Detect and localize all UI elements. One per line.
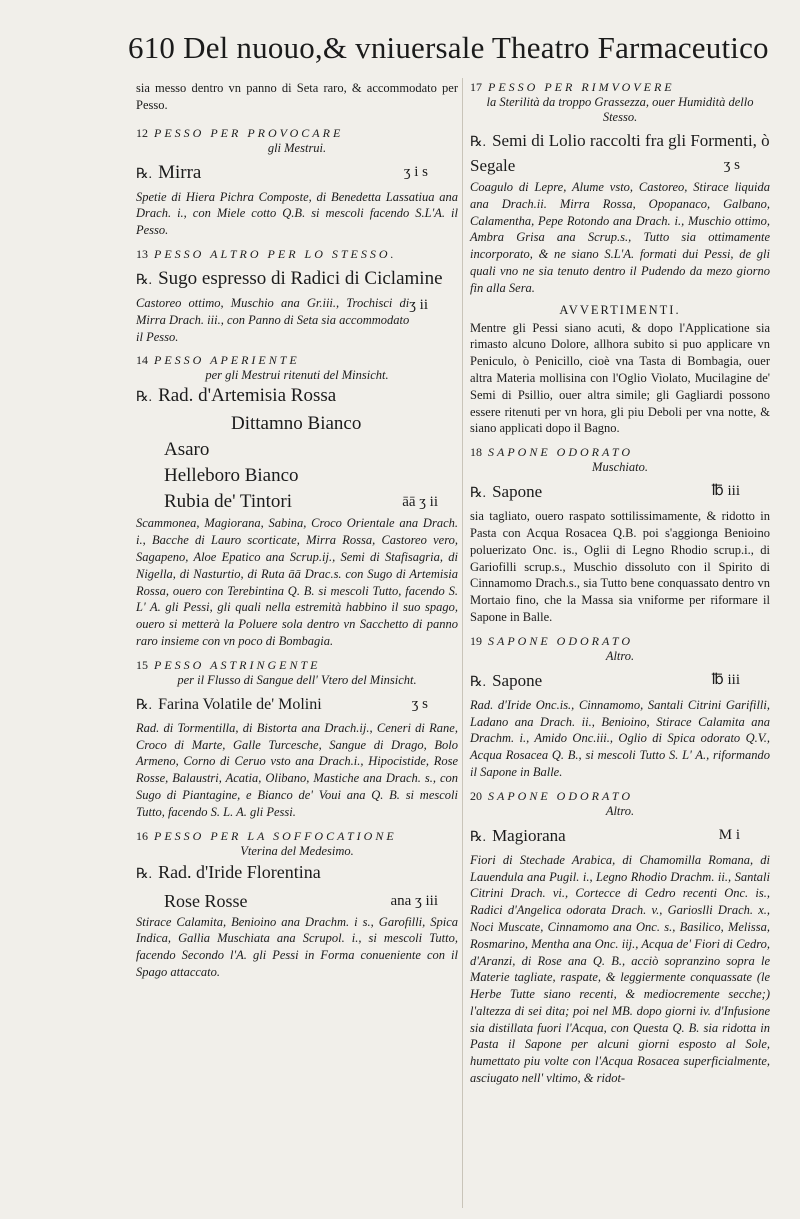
recipe-subtitle: gli Mestrui. bbox=[267, 140, 327, 155]
recipe-20-main bbox=[470, 823, 770, 850]
recipe-16-ingredients: ℞. Rad. d'Iride Florentina Rose Rosse ana ʒ iii bbox=[136, 859, 458, 914]
recipe-title: PESSO ASTRINGENTE bbox=[154, 657, 321, 672]
main-ingredient: Magiorana bbox=[492, 825, 566, 845]
recipe-symbol: ℞. bbox=[136, 166, 153, 182]
page-number: 610 bbox=[128, 30, 176, 65]
recipe-number: 17 bbox=[470, 80, 482, 94]
main-ingredient: Farina Volatile de' Molini bbox=[158, 695, 322, 713]
recipe-title: SAPONE ODORATO bbox=[488, 633, 633, 648]
quantity: āā ʒ ii bbox=[402, 494, 438, 511]
recipe-symbol: ℞. bbox=[470, 674, 487, 690]
recipe-12-heading bbox=[136, 126, 458, 156]
recipe-number: 15 bbox=[136, 657, 148, 672]
recipe-symbol: ℞. bbox=[470, 829, 487, 845]
quantity: ʒ s bbox=[723, 157, 740, 173]
recipe-20-text: Fiori di Stechade Arabica, di Chamomilla Romana, di Lauendula ana Pugil. i., Legno Rhodio Drachm. ii., Santali Citrini Drach. vi., Cortecce di Cedro recenti Onc. is., Radici d'Angelica odorata Drach. v., Garioslli Drach. x., Noci Muscate, Cinnamomo ana Onc. s., Basilico, Melissa, Rosmarino, Mentha ana Onc. iij., Acqua de' Fiori di Cedro, d'Aranzi, di Rose ana Q. B., acciò sopranzino sopra le Materie tagliate, raspate, & leggiermente conquassate (le Herbe Tutte siano recenti, & mediocremente secche;) l'altezza di sei dita; poi nel MB. dopo giorni iv. d'Infusione sia distillata fuori l'Acqua, con Questa Q. B. sia ridotta in Pasta il Sapone per alcuni giorni esposto al Sole, humettato piu volte con l'Acqua Rosacea superficialmente, asciugato nell' vltimo, & ridot- bbox=[470, 852, 770, 1086]
ingredient: Asaro bbox=[164, 439, 210, 461]
recipe-18-text: sia tagliato, ouero raspato sottilissimamente, & ridotto in Pasta con Acqua Rosacea Q.B. poi s'aggionga Benioino poluerizato Onc. is., Oglii di Legno Rhodio scrup.i., di Gariofilli scrup.s., Muschio dissoluto con il Spirito di Cinnamomo Drach.s., sia Tutto bene conquassato dentro vn Mortaio fino, che la Massa sia vniforme per riformare il Sapone in Balle. bbox=[470, 509, 770, 624]
recipe-symbol: ℞. bbox=[136, 272, 153, 288]
recipe-subtitle: Altro. bbox=[605, 648, 635, 663]
avvertimenti-title: AVVERTIMENTI. bbox=[559, 302, 681, 317]
recipe-title: PESSO APERIENTE bbox=[154, 353, 300, 368]
main-ingredient: Semi di Lolio raccolti fra gli Formenti, ò Segale bbox=[470, 131, 770, 175]
left-column bbox=[136, 80, 458, 981]
recipe-16-heading bbox=[136, 829, 458, 859]
recipe-number: 16 bbox=[136, 828, 148, 843]
quantity: ana ʒ iii bbox=[390, 892, 438, 909]
recipe-13-text: Castoreo ottimo, Muschio ana Gr.iii., Trochisci di Mirra Drach. iii., con Panno di Seta sia accommodato il Pesso. bbox=[136, 295, 410, 344]
recipe-symbol: ℞. bbox=[136, 697, 153, 713]
recipe-title: PESSO PER LA SOFFOCATIONE bbox=[154, 828, 397, 843]
recipe-subtitle: la Sterilità da troppo Grassezza, ouer Humidità dello Stesso. bbox=[486, 95, 754, 124]
recipe-20-heading bbox=[470, 789, 770, 819]
recipe-number: 20 bbox=[470, 788, 482, 803]
recipe-number: 12 bbox=[136, 125, 148, 140]
recipe-number: 14 bbox=[136, 353, 148, 368]
recipe-17-heading bbox=[470, 80, 770, 125]
ingredient: Helleboro Bianco bbox=[164, 465, 299, 487]
recipe-title: PESSO PER PROVOCARE bbox=[154, 125, 344, 140]
recipe-18-heading bbox=[470, 445, 770, 475]
column-divider bbox=[462, 78, 463, 1208]
ingredient: Rad. d'Iride Florentina bbox=[158, 861, 321, 882]
recipe-17-main bbox=[470, 129, 770, 177]
recipe-12-text: Spetie di Hiera Pichra Composte, di Benedetta Lassatiua ana Drach. i., con Miele cotto Q.B. si mescoli facendo S.L'A. il Pesso. bbox=[136, 189, 458, 238]
running-title: Del nuouo,& vniuersale Theatro Farmaceutico bbox=[183, 30, 769, 65]
quantity: M i bbox=[718, 826, 740, 843]
recipe-subtitle: Altro. bbox=[605, 803, 635, 818]
recipe-14-text: Scammonea, Magiorana, Sabina, Croco Orientale ana Drach. i., Bacche di Lauro scorticate, Mirra Rossa, Castoreo vero, Sagapeno, Aloe Epatico ana Scrup.ij., Semi di Stafisagria, di Nigella, di Nasturtio, di Ruta āā Drac.s. con Sugo di Artemisia Rossa, ouero con Terebintina Q. B. si mescoli Tutto, facendo S. L' A. gli Pessi, gli quali nella estremità habbino il suo spago, ouero si metterà la Poluere sola dentro vn Sacchetto di panno raro insieme con vn poco di Bombagia. bbox=[136, 516, 458, 648]
recipe-symbol: ℞. bbox=[470, 486, 487, 502]
intro-text: sia messo dentro vn panno di Seta raro, & accommodato per Pesso. bbox=[136, 81, 458, 112]
recipe-19-main bbox=[470, 668, 770, 695]
main-ingredient: Sugo espresso di Radici di Ciclamine bbox=[158, 267, 443, 289]
right-column bbox=[470, 80, 770, 1087]
recipe-subtitle: Muschiato. bbox=[592, 460, 648, 475]
main-ingredient: Sapone bbox=[492, 670, 543, 690]
recipe-title: SAPONE ODORATO bbox=[488, 445, 633, 460]
recipe-subtitle: per il Flusso di Sangue dell' Vtero del Minsicht. bbox=[177, 672, 417, 687]
recipe-19-heading bbox=[470, 634, 770, 664]
ingredient: Rad. d'Artemisia Rossa bbox=[158, 385, 337, 407]
recipe-13-heading bbox=[136, 247, 458, 262]
recipe-number: 19 bbox=[470, 633, 482, 648]
ingredient: Dittamno Bianco bbox=[231, 413, 362, 435]
avvertimenti-text: Mentre gli Pessi siano acuti, & dopo l'Applicatione sia rimasto alcuno Dolore, allhora subito si puo applicare vn Peniculo, ò Penicillo, cioè vna Tasta di Bombagia, ouer altra Materia mollisina con l'Oglio Violato, Mucilagine de' Semi di Psillio, ouer altra simile; gli Gagliardi possono essere ritenuti per vn hora, gli piu Deboli per vna notte, & siano applicati dopo il Bagno. bbox=[470, 320, 770, 436]
ingredient: Rubia de' Tintori bbox=[164, 491, 292, 513]
recipe-15-text: Rad. di Tormentilla, di Bistorta ana Drach.ij., Ceneri di Rane, Croco di Marte, Galle Turcesche, Sangue di Drago, Bolo Armeno, Corno di Ceruo vsto ana Drach.i., Hipocistide, Rose Rosse, Balaustri, Acatia, Olibano, Mastiche ana Drach. s., con Sugo di Piantagine, e Bianco de' Voui ana Q. B. si mescoli Tutto, facendo S. L. A. gli Pessi. bbox=[136, 720, 458, 819]
recipe-title: PESSO PER RIMVOVERE bbox=[488, 80, 675, 94]
recipe-number: 13 bbox=[136, 246, 148, 261]
quantity: ℔ iii bbox=[711, 483, 740, 500]
recipe-subtitle: per gli Mestrui ritenuti del Minsicht. bbox=[205, 368, 389, 383]
recipe-13-main bbox=[136, 266, 458, 313]
recipe-title: SAPONE ODORATO bbox=[488, 788, 633, 803]
quantity: ʒ s bbox=[411, 695, 428, 712]
recipe-subtitle: Vterina del Medesimo. bbox=[240, 843, 354, 858]
recipe-title: PESSO ALTRO PER LO STESSO. bbox=[154, 246, 397, 261]
page-header bbox=[128, 30, 768, 66]
main-ingredient: Mirra bbox=[158, 161, 202, 183]
quantity: ℔ iii bbox=[711, 671, 740, 688]
quantity: ʒ ii bbox=[409, 296, 428, 313]
recipe-14-heading bbox=[136, 353, 458, 383]
main-ingredient: Sapone bbox=[492, 482, 543, 502]
recipe-17-text: Coagulo di Lepre, Alume vsto, Castoreo, Stirace liquida ana Drach.ii. Mirra Rossa, Opopanaco, Galbano, Calamentha, Pepe Rotondo ana Drach. i., Muschio ottimo, Ambra Grisa ana Scrup.s., Tutto sia ottimamente incorporato, & ne siano S.L'A. formati dui Pessi, de gli quali vno ne sia tenuto dentro il Pudendo da mezo giorno fin alla Sera. bbox=[470, 180, 770, 295]
recipe-18-main bbox=[470, 479, 770, 506]
recipe-16-text: Stirace Calamita, Benioino ana Drachm. i s., Garofilli, Spica Indica, Gallia Muschiata ana Scrupol. i., si mescoli Tutto, facendo Secondo l'A. gli Pessi in Forma conueniente con il Spago attaccato. bbox=[136, 914, 458, 979]
recipe-12-main bbox=[136, 160, 458, 187]
recipe-symbol: ℞. bbox=[470, 135, 487, 150]
recipe-15-main bbox=[136, 692, 458, 718]
recipe-19-text: Rad. d'Iride Onc.is., Cinnamomo, Santali Citrini Garifilli, Ladano ana Drach. ii., Benioino, Stirace Calamita ana Drachm. i., Amido Onc.iii., Oglio di Spica odorato Q.V., Acqua Rosacea Q. B., si mescoli Tutto S. L' A., riformando il Sapone in Balle. bbox=[470, 697, 770, 779]
ingredient: Rose Rosse bbox=[164, 890, 248, 911]
recipe-14-ingredients: ℞. Rad. d'Artemisia Rossa Dittamno Bianco Asaro Helleboro Bianco Rubia de' Tintori āā ʒ ii bbox=[136, 383, 458, 515]
quantity: ʒ i s bbox=[403, 163, 428, 180]
recipe-number: 18 bbox=[470, 445, 482, 460]
recipe-15-heading bbox=[136, 658, 458, 688]
